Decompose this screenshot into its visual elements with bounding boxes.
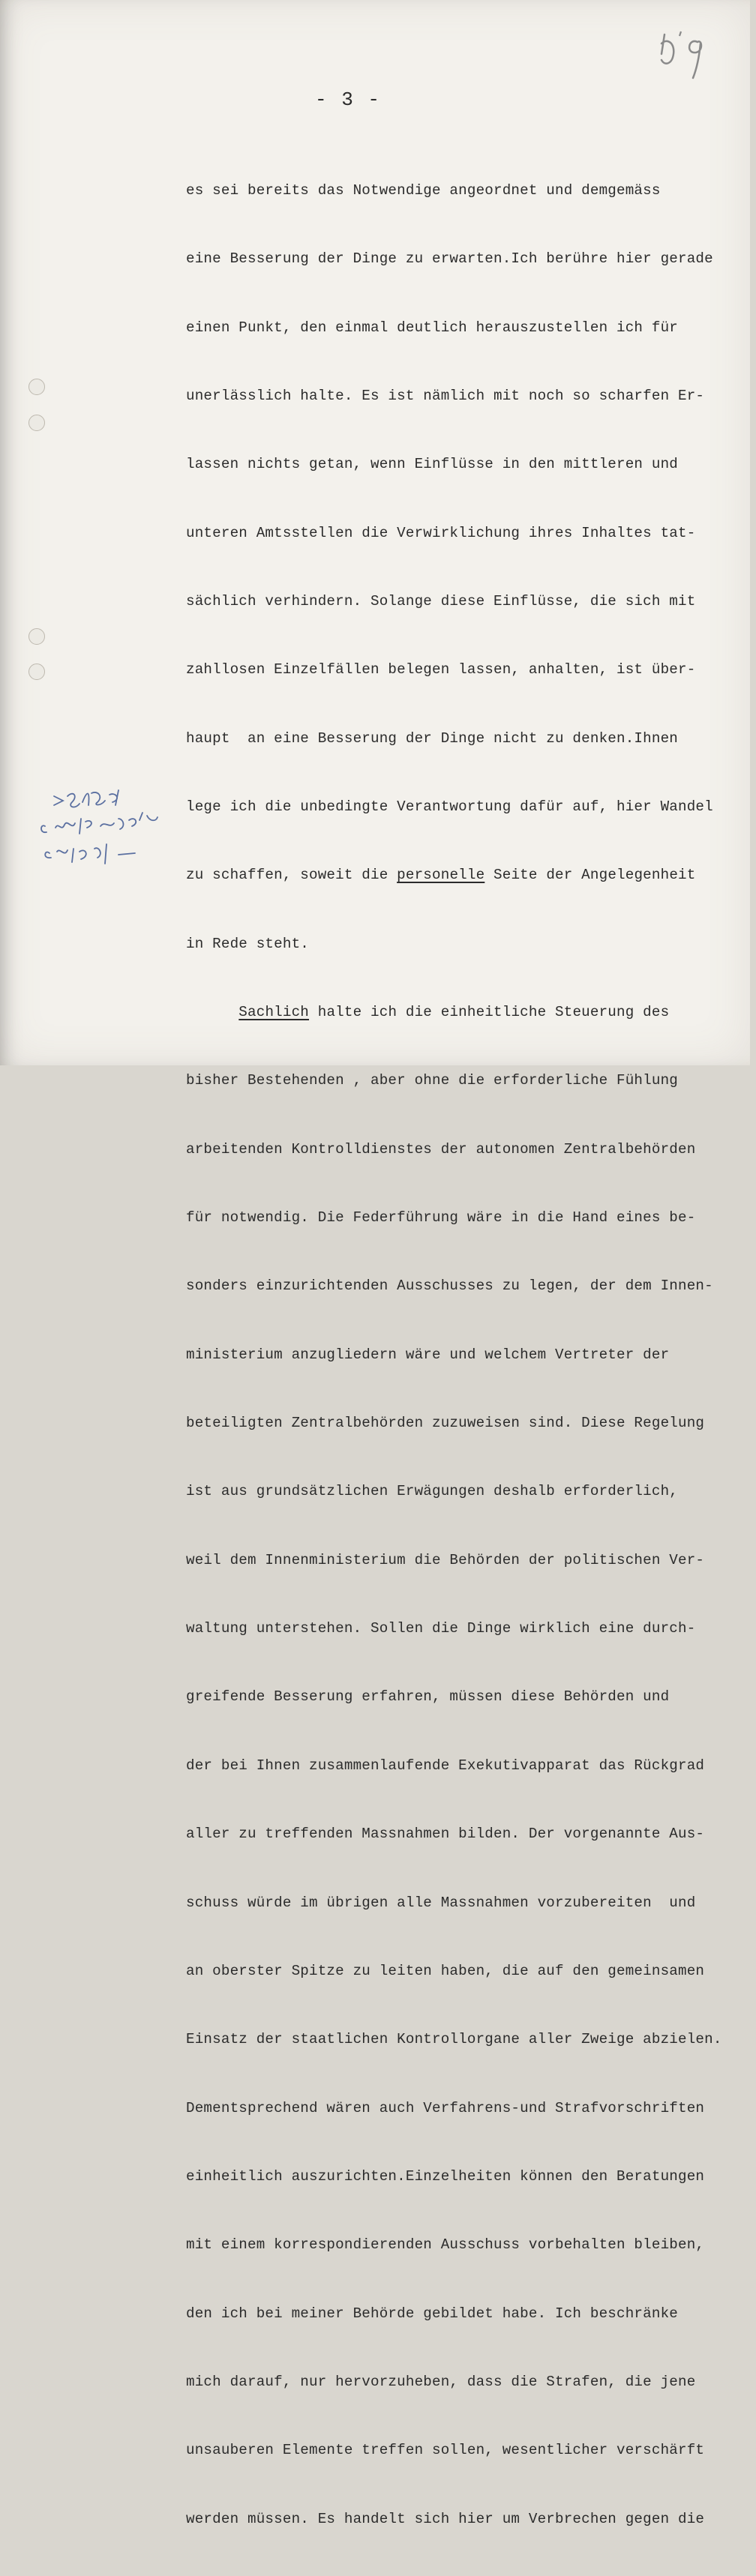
text-line: ministerium anzugliedern wäre und welchem Vertreter der [186, 1346, 670, 1363]
punch-hole [28, 628, 45, 645]
text-line: den ich bei meiner Behörde gebildet habe. Ich beschränke [186, 2305, 679, 2322]
text-line [186, 1001, 756, 1023]
text-line: zahllosen Einzelfällen belegen lassen, anhalten, ist über- [186, 661, 696, 678]
text-fragment: zu schaffen, soweit die [186, 867, 398, 884]
handwritten-folio-number [651, 21, 726, 81]
paragraph-indent [186, 1004, 238, 1020]
punch-hole [28, 415, 45, 431]
underlined-word: personelle [397, 867, 485, 884]
text-line: eine Besserung der Dinge zu erwarten.Ich berühre hier gerade [186, 250, 713, 268]
text-line: sonders einzurichtenden Ausschusses zu legen, der dem Innen- [186, 1278, 713, 1295]
text-line: lassen nichts getan, wenn Einflüsse in den mittleren und [186, 456, 679, 473]
page-number: - 3 - [315, 88, 382, 111]
text-line: waltung unterstehen. Sollen die Dinge wirklich eine durch- [186, 1620, 696, 1637]
text-line: an oberster Spitze zu leiten haben, die auf den gemeinsamen [186, 1962, 705, 1979]
text-line: weil dem Innenministerium die Behörden der politischen Ver- [186, 1551, 705, 1568]
text-line: lege ich die unbedingte Verantwortung dafür auf, hier Wandel [186, 798, 713, 815]
text-line: unsauberen Elemente treffen sollen, wesentlicher verschärft [186, 2442, 705, 2459]
text-line: werden müssen. Es handelt sich hier um Verbrechen gegen die [186, 2510, 705, 2527]
text-line: einheitlich auszurichten.Einzelheiten können den Beratungen [186, 2167, 705, 2185]
text-line: Dementsprechend wären auch Verfahrens-und Strafvorschriften [186, 2099, 705, 2116]
underlined-word: Sachlich [238, 1004, 310, 1021]
text-line: einen Punkt, den einmal deutlich herauszustellen ich für [186, 319, 679, 336]
text-line: unteren Amtsstellen die Verwirklichung ihres Inhaltes tat- [186, 524, 696, 541]
text-line: greifende Besserung erfahren, müssen diese Behörden und [186, 1688, 670, 1706]
text-line: unerlässlich halte. Es ist nämlich mit noch so scharfen Er- [186, 387, 705, 404]
text-line: beteiligten Zentralbehörden zuzuweisen sind. Diese Regelung [186, 1415, 705, 1432]
punch-hole [28, 379, 45, 395]
punch-hole [28, 663, 45, 680]
text-line: in Rede steht. [186, 935, 310, 952]
letter-body [186, 133, 756, 2576]
text-line [186, 864, 756, 886]
text-line: es sei bereits das Notwendige angeordnet und demgemäss [186, 181, 661, 199]
text-line: haupt an eine Besserung der Dinge nicht zu denken.Ihnen [186, 729, 679, 747]
text-fragment: halte ich die einheitliche Steuerung des [309, 1004, 670, 1021]
handwritten-margin-note [38, 780, 188, 892]
text-line: der bei Ihnen zusammenlaufende Exekutivapparat das Rückgrad [186, 1757, 705, 1774]
text-line: aller zu treffenden Massnahmen bilden. Der vorgenannte Aus- [186, 1826, 705, 1843]
text-line: Einsatz der staatlichen Kontrollorgane aller Zweige abzielen. [186, 2031, 722, 2048]
text-line: sächlich verhindern. Solange diese Einflüsse, die sich mit [186, 592, 696, 610]
text-line: mich darauf, nur hervorzuheben, dass die Strafen, die jene [186, 2373, 696, 2390]
text-line: für notwendig. Die Federführung wäre in die Hand eines be- [186, 1209, 696, 1227]
text-line: arbeitenden Kontrolldienstes der autonomen Zentralbehörden [186, 1140, 696, 1158]
text-fragment: Seite der Angelegenheit [484, 867, 696, 884]
text-line: schuss würde im übrigen alle Massnahmen vorzubereiten und [186, 1894, 696, 1911]
text-line: mit einem korrespondierenden Ausschuss vorbehalten bleiben, [186, 2236, 705, 2254]
text-line: ist aus grundsätzlichen Erwägungen deshalb erforderlich, [186, 1483, 679, 1500]
text-line: bisher Bestehenden , aber ohne die erforderliche Fühlung [186, 1072, 679, 1089]
